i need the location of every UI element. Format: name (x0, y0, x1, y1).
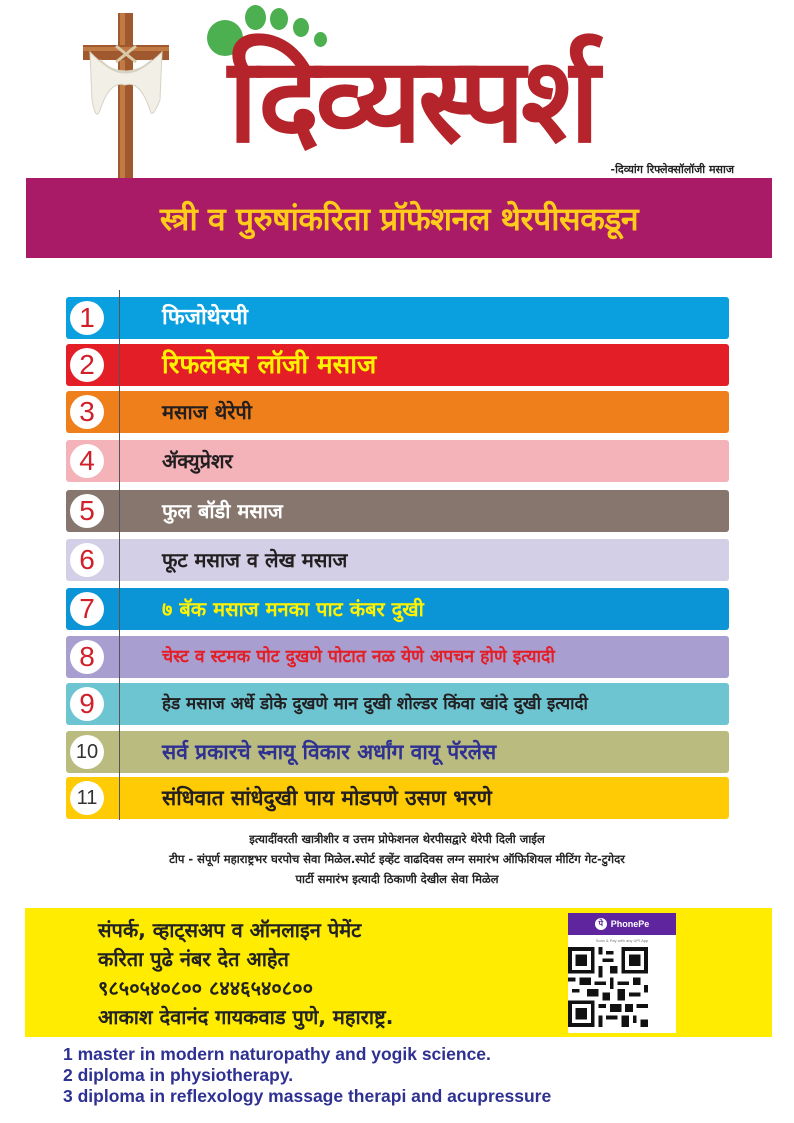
contact-section (25, 908, 772, 1037)
service-number-badge: 3 (70, 395, 104, 429)
phonepe-qr-card[interactable] (568, 913, 676, 1033)
service-number-badge: 7 (70, 592, 104, 626)
service-row (66, 490, 729, 532)
phonepe-header (568, 913, 676, 935)
phone-numbers: ९८५०५४०८०० ८४४६५४०८०० (98, 976, 313, 1000)
service-label: ७ बॅक मसाज मनका पाट कंबर दुखी (162, 597, 424, 621)
contact-name-address: आकाश देवानंद गायकवाड पुणे, महाराष्ट्र. (98, 1005, 394, 1029)
service-row (66, 777, 729, 819)
headline-text: स्त्री व पुरुषांकरिता प्रॉफेशनल थेरपीसकडून (159, 199, 639, 238)
service-number-badge: 4 (70, 444, 104, 478)
service-label: हेड मसाज अर्धे डोके दुखणे मान दुखी शोल्डर किंवा खांदे दुखी इत्यादी (162, 694, 588, 714)
qualification-item: 2 diploma in physiotherapy. (63, 1065, 294, 1085)
phonepe-logo-icon: पे (595, 918, 607, 930)
service-label: सर्व प्रकारचे स्नायू विकार अर्धांग वायू पॅरलेस (162, 740, 497, 764)
contact-line: करिता पुढे नंबर देत आहेत (98, 947, 289, 971)
foot-logo-dot (270, 8, 288, 30)
service-row (66, 588, 729, 630)
service-number-badge: 11 (70, 781, 104, 815)
service-number-badge: 1 (70, 301, 104, 335)
cross-with-cloth-icon (80, 10, 175, 178)
qualification-item: 3 diploma in reflexology massage therapi and acupressure (63, 1086, 552, 1106)
service-number-badge: 8 (70, 640, 104, 674)
qr-code-icon[interactable] (568, 947, 648, 1027)
qualification-item: 1 master in modern naturopathy and yogik science. (63, 1044, 491, 1064)
service-row (66, 297, 729, 339)
contact-line: संपर्क, व्हाट्सअप व ऑनलाइन पेमेंट (98, 918, 362, 942)
note-line: इत्यादींवरती खात्रीशीर व उत्तम प्रोफेशनल थेरपीसद्वारे थेरेपी दिली जाईल (249, 832, 545, 846)
notes (0, 829, 794, 889)
service-label: संधिवात सांधेदुखी पाय मोडपणे उसण भरणे (162, 786, 492, 810)
service-label: फिजोथेरपी (162, 305, 248, 330)
foot-logo-dot (245, 5, 266, 30)
service-row (66, 636, 729, 678)
service-label: रिफलेक्स लॉजी मसाज (162, 350, 377, 380)
note-line: पार्टी समारंभ इत्यादी ठिकाणी देखील सेवा मिळेल (295, 872, 499, 886)
service-number-badge: 5 (70, 494, 104, 528)
service-number-badge: 10 (70, 735, 104, 769)
note-line: टीप - संपूर्ण महाराष्ट्रभर घरपोच सेवा मिळेल.स्पोर्ट इव्हेंट वाढदिवस लग्न समारंभ ऑफिशियल मीटिंग गेट-टुगेदर (169, 852, 625, 866)
service-row (66, 731, 729, 773)
service-row (66, 683, 729, 725)
qualifications (63, 1044, 551, 1107)
service-label: फूट मसाज व लेख मसाज (162, 548, 348, 572)
service-row (66, 539, 729, 581)
number-divider-line (119, 290, 120, 820)
service-label: मसाज थेरेपी (162, 400, 252, 424)
service-number-badge: 2 (70, 348, 104, 382)
brand-title: दिव्यस्पर्श (228, 30, 596, 169)
service-row (66, 344, 729, 386)
headline-banner (26, 178, 772, 258)
service-label: चेस्ट व स्टमक पोट दुखणे पोटात नळ येणे अपचन होणे इत्यादी (162, 647, 555, 667)
service-label: ॲक्युप्रेशर (162, 449, 233, 473)
brand-subtitle: -दिव्यांग रिफ्लेक्सॉलॉजी मसाज (610, 163, 734, 176)
service-row (66, 440, 729, 482)
phonepe-brand: PhonePe (610, 919, 650, 929)
service-row (66, 391, 729, 433)
qr-caption: Scan & Pay with any UPI App (595, 938, 649, 943)
service-label: फुल बॉडी मसाज (162, 499, 283, 523)
service-number-badge: 6 (70, 543, 104, 577)
service-number-badge: 9 (70, 687, 104, 721)
